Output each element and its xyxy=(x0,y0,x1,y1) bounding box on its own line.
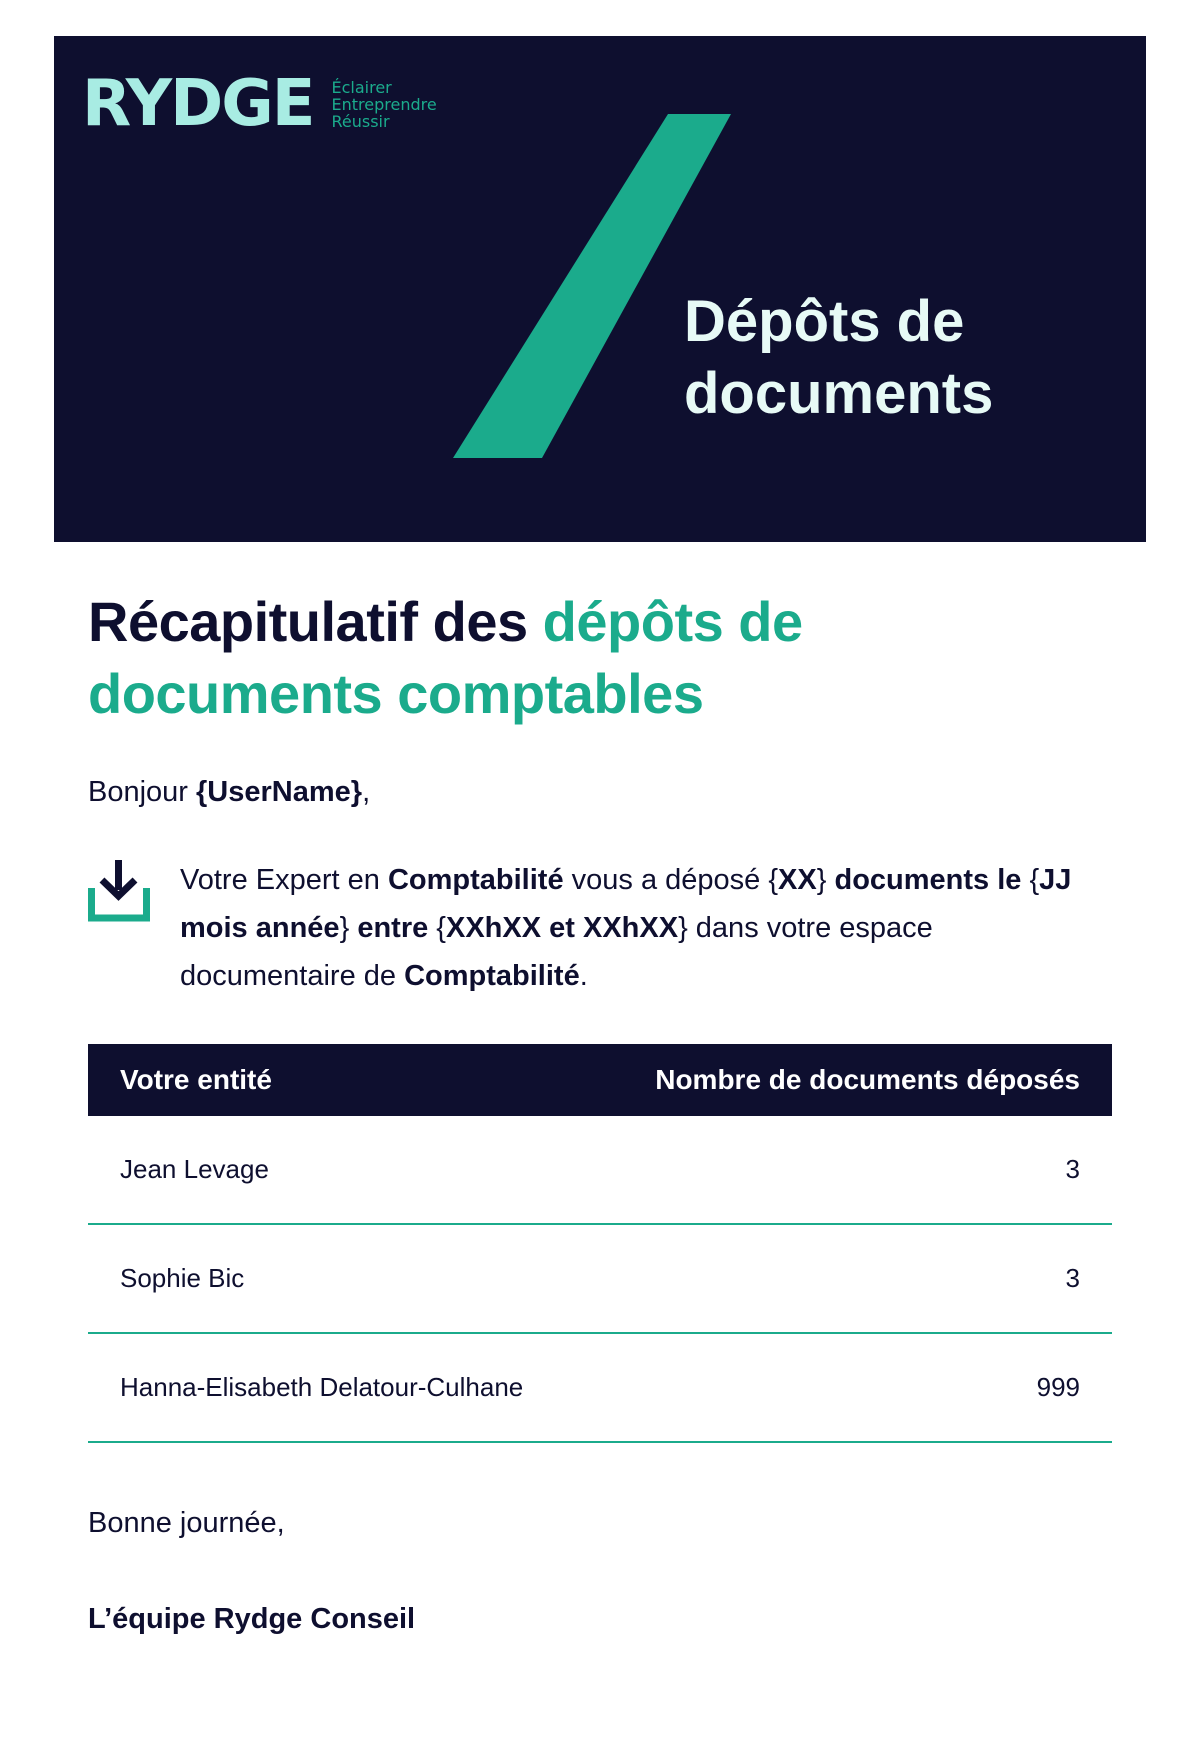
logo-tagline xyxy=(332,79,437,130)
tagline-line: Éclairer xyxy=(331,77,392,97)
notice-strong: XX xyxy=(778,864,817,896)
notice-part: . xyxy=(579,960,588,992)
notice-part: { xyxy=(1021,864,1040,896)
greeting-text: Bonjour xyxy=(88,776,197,808)
entity-cell: Jean Levage xyxy=(88,1116,588,1224)
notice-strong: entre xyxy=(357,912,429,944)
notice-part: } dans votre espace documentaire de xyxy=(180,912,933,992)
title-accent: documents comptables xyxy=(88,662,704,725)
column-header-entity: Votre entité xyxy=(88,1044,588,1116)
notice-part: { xyxy=(428,912,446,944)
signature: L’équipe Rydge Conseil xyxy=(88,1603,416,1635)
notice-strong: JJ mois année xyxy=(180,864,1072,944)
count-cell: 3 xyxy=(588,1224,1112,1333)
notice-part: vous a déposé { xyxy=(563,864,779,896)
user-name: {UserName} xyxy=(196,776,363,808)
notice-strong: documents le xyxy=(834,864,1022,896)
table-row xyxy=(88,1224,1112,1333)
tagline-line: Entreprendre xyxy=(331,94,437,114)
tagline-line: Réussir xyxy=(331,111,390,131)
table-header-row xyxy=(88,1044,1112,1116)
notice-strong: XXhXX et XXhXX xyxy=(445,912,679,944)
download-icon xyxy=(88,860,150,1000)
table-row xyxy=(88,1116,1112,1224)
entity-cell: Sophie Bic xyxy=(88,1224,588,1333)
hero-title-line: documents xyxy=(684,361,994,426)
notice-text xyxy=(180,856,1110,1000)
entity-cell: Hanna-Elisabeth Delatour-Culhane xyxy=(88,1333,588,1442)
hero-title-line: Dépôts de xyxy=(684,289,965,354)
hero-banner xyxy=(54,36,1146,542)
documents-table xyxy=(88,1044,1112,1443)
column-header-count: Nombre de documents déposés xyxy=(588,1044,1112,1116)
count-cell: 999 xyxy=(588,1333,1112,1442)
table-row xyxy=(88,1333,1112,1442)
greeting xyxy=(88,772,1112,812)
email-content xyxy=(88,586,1112,1639)
deposit-notice xyxy=(88,856,1112,1000)
notice-strong: Comptabilité xyxy=(387,864,564,896)
page-title xyxy=(88,586,1112,730)
title-accent: dépôts de xyxy=(542,590,803,653)
closing-text: Bonne journée, xyxy=(88,1507,285,1539)
count-cell: 3 xyxy=(588,1116,1112,1224)
notice-strong: Comptabilité xyxy=(404,960,580,992)
notice-part: } xyxy=(339,912,358,944)
logo-wordmark: RYDGE xyxy=(82,67,314,141)
hero-title xyxy=(684,286,1124,430)
notice-part: Votre Expert en xyxy=(180,864,388,896)
rydge-logo xyxy=(82,67,437,141)
notice-part: } xyxy=(816,864,835,896)
title-text: Récapitulatif des xyxy=(88,590,543,653)
greeting-punct: , xyxy=(362,776,371,808)
